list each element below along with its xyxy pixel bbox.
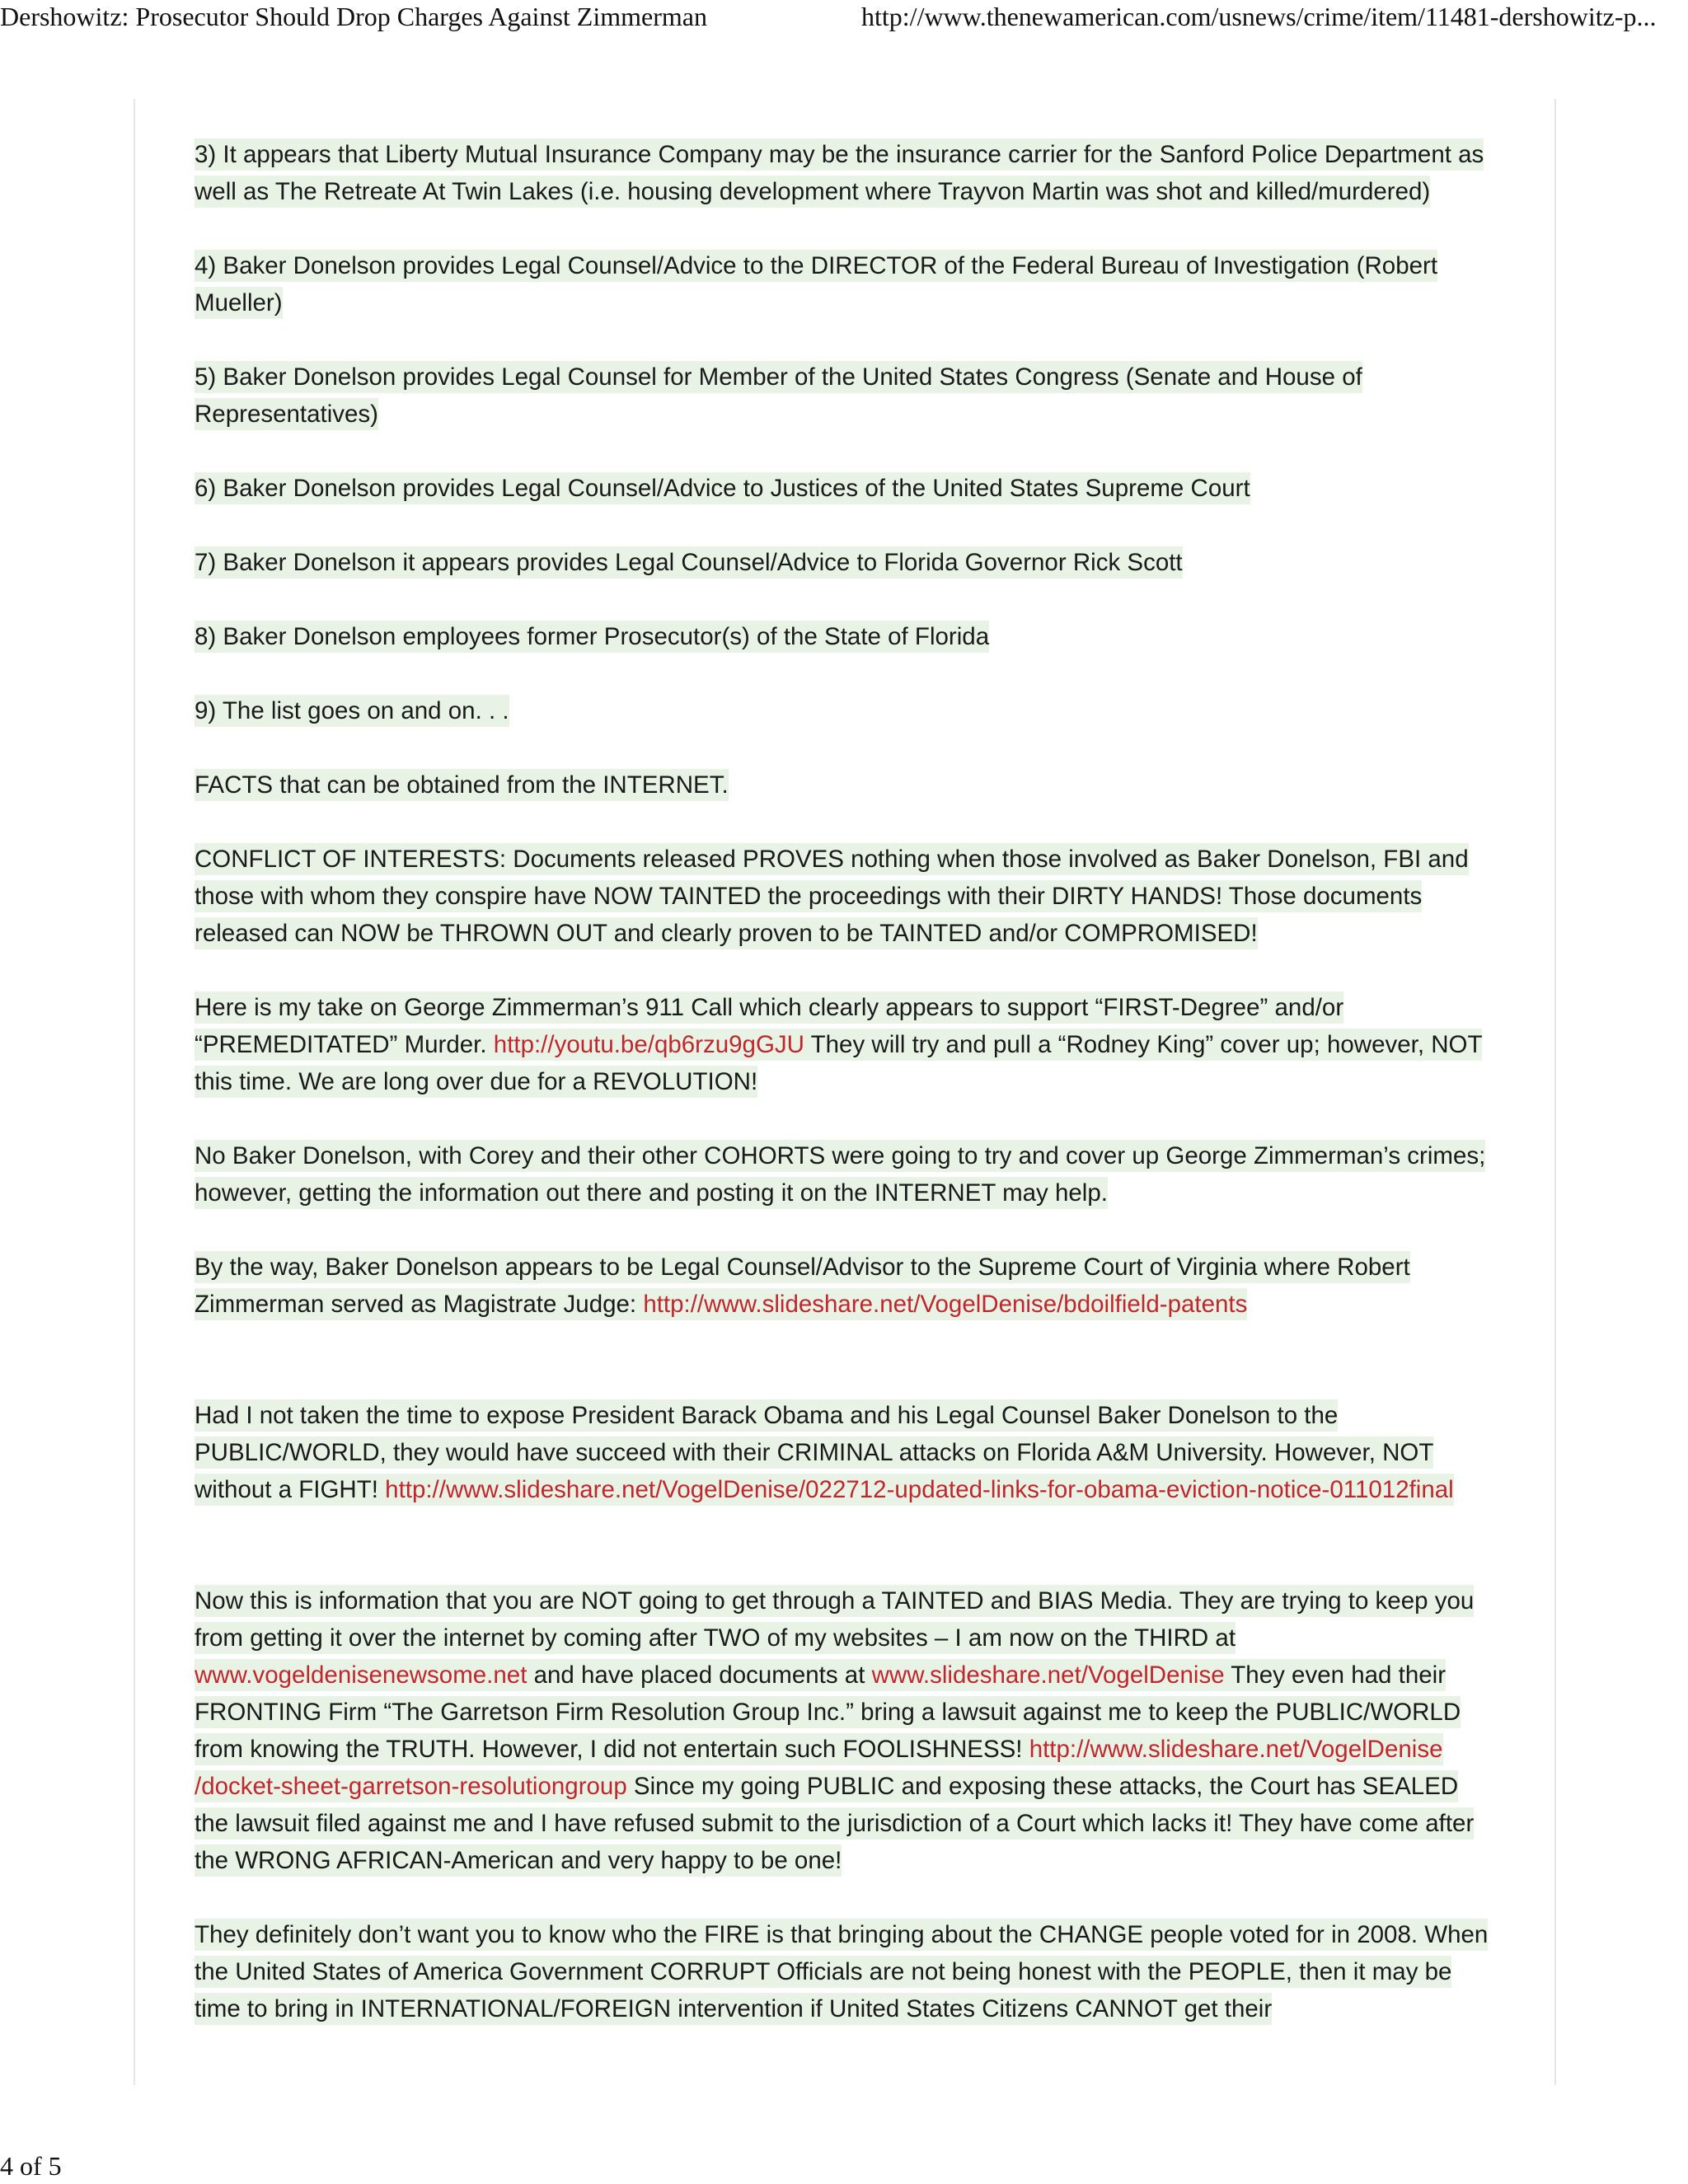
- website-link[interactable]: www.vogeldenisenewsome.net: [195, 1661, 528, 1689]
- link-part: http://www.slideshare.net/VogelDenise: [1029, 1736, 1443, 1763]
- comment-paragraph: [195, 841, 1497, 952]
- slideshare-patents-link[interactable]: http://www.slideshare.net/VogelDenise/bdoilfield-patents: [643, 1291, 1248, 1318]
- comment-paragraph: [195, 1582, 1497, 1879]
- paragraph-text: They definitely don’t want you to know who the FIRE is that bringing about the CHANGE people voted for in 2008. When the United States of America Government CORRUPT Officials are not being honest with the PEOPLE, then it may be time to bring in INTERNATIONAL/FOREIGN intervention if United States Citizens CANNOT get their: [195, 1919, 1488, 2025]
- comment-paragraph: [195, 359, 1497, 433]
- page-title: Dershowitz: Prosecutor Should Drop Charges Against Zimmerman: [0, 2, 707, 31]
- slideshare-eviction-link[interactable]: http://www.slideshare.net/VogelDenise/022712-updated-links-for-obama-eviction-notice-011012final: [385, 1476, 1454, 1503]
- comment-paragraph: [195, 136, 1497, 210]
- paragraph-text: 3) It appears that Liberty Mutual Insurance Company may be the insurance carrier for the Sanford Police Department as well as The Retreate At Twin Lakes (i.e. housing development where Trayvon Martin was shot and killed/murdered): [195, 138, 1484, 208]
- paragraph-text-segment: Now this is information that you are NOT going to get through a TAINTED and BIAS Media. They are trying to keep you from getting it over the internet by coming after TWO of my websites – I am now on the THIRD at: [195, 1587, 1475, 1652]
- comment-paragraph: [195, 1137, 1497, 1212]
- paragraph-text: 8) Baker Donelson employees former Prosecutor(s) of the State of Florida: [195, 621, 989, 653]
- comment-paragraph: [195, 989, 1497, 1100]
- page-number: 4 of 5: [0, 2151, 62, 2181]
- paragraph-text: 4) Baker Donelson provides Legal Counsel/Advice to the DIRECTOR of the Federal Bureau of Investigation (Robert Mueller): [195, 250, 1437, 319]
- print-header: [0, 0, 1688, 36]
- comment-paragraph: [195, 247, 1497, 321]
- paragraph-text: 5) Baker Donelson provides Legal Counsel for Member of the United States Congress (Senate and House of Representatives): [195, 361, 1362, 430]
- paragraph-text: CONFLICT OF INTERESTS: Documents released PROVES nothing when those involved as Baker Donelson, FBI and those with whom they conspire have NOW TAINTED the proceedings with their DIRTY HANDS! Those documents released can NOW be THROWN OUT and clearly proven to be TAINTED and/or COMPROMISED!: [195, 843, 1469, 949]
- comment-paragraph: [195, 544, 1497, 581]
- comment-paragraph: [195, 1397, 1497, 1508]
- paragraph-text-segment: They even had their FRONTING Firm “The Garretson Firm Resolution Group Inc.” bring a lawsuit against me to keep the PUBLIC/WORLD from knowing the TRUTH. However, I did not entertain such FOOLISHNESS!: [195, 1661, 1461, 1763]
- slideshare-profile-link[interactable]: www.slideshare.net/VogelDenise: [871, 1661, 1225, 1689]
- paragraph-text: [195, 991, 1482, 1098]
- paragraph-text: [195, 1399, 1454, 1506]
- paragraph-text-segment: By the way, Baker Donelson appears to be Legal Counsel/Advisor to the Supreme Court of Virginia where Robert Zimmerman served as Magistrate Judge:: [195, 1254, 1410, 1318]
- paragraph-text: FACTS that can be obtained from the INTERNET.: [195, 769, 729, 801]
- page-url[interactable]: http://www.thenewamerican.com/usnews/crime/item/11481-dershowitz-p...: [861, 2, 1657, 31]
- paragraph-text-segment: Had I not taken the time to expose President Barack Obama and his Legal Counsel Baker Donelson to the PUBLIC/WORLD, they would have succeed with their CRIMINAL attacks on Florida A&M University. However, NOT without a FIGHT!: [195, 1402, 1433, 1503]
- paragraph-text-segment: Here is my take on George Zimmerman’s 911 Call which clearly appears to support “FIRST-Degree” and/or “PREMEDITATED” Murder.: [195, 994, 1344, 1058]
- comment-paragraph: [195, 618, 1497, 655]
- link-part: /docket-sheet-garretson-resolutiongroup: [195, 1773, 627, 1800]
- paragraph-text: [195, 1251, 1410, 1320]
- comment-paragraph: [195, 1916, 1497, 2027]
- paragraph-text-segment: Since my going PUBLIC and exposing these attacks, the Court has SEALED the lawsuit filed against me and I have refused submit to the jurisdiction of a Court which lacks it! They have come after the WRONG AFRICAN-American and very happy to be one!: [195, 1773, 1475, 1874]
- paragraph-text: [195, 1585, 1474, 1877]
- comment-paragraph: [195, 692, 1497, 729]
- paragraph-text: 9) The list goes on and on. . .: [195, 695, 509, 727]
- paragraph-text: 6) Baker Donelson provides Legal Counsel/Advice to Justices of the United States Supreme Court: [195, 472, 1250, 504]
- paragraph-text-segment: and have placed documents at: [527, 1661, 872, 1689]
- comment-paragraph: [195, 1249, 1497, 1323]
- paragraph-text-segment: They will try and pull a “Rodney King” cover up; however, NOT this time. We are long over due for a REVOLUTION!: [195, 1031, 1482, 1095]
- paragraph-text: No Baker Donelson, with Corey and their other COHORTS were going to try and cover up George Zimmerman’s crimes; however, getting the information out there and posting it on the INTERNET may help.: [195, 1140, 1485, 1209]
- comment-body: [195, 136, 1497, 2064]
- comment-paragraph: [195, 766, 1497, 804]
- comment-paragraph: [195, 470, 1497, 507]
- youtube-link[interactable]: http://youtu.be/qb6rzu9gGJU: [493, 1031, 804, 1058]
- paragraph-text: 7) Baker Donelson it appears provides Legal Counsel/Advice to Florida Governor Rick Scott: [195, 546, 1183, 579]
